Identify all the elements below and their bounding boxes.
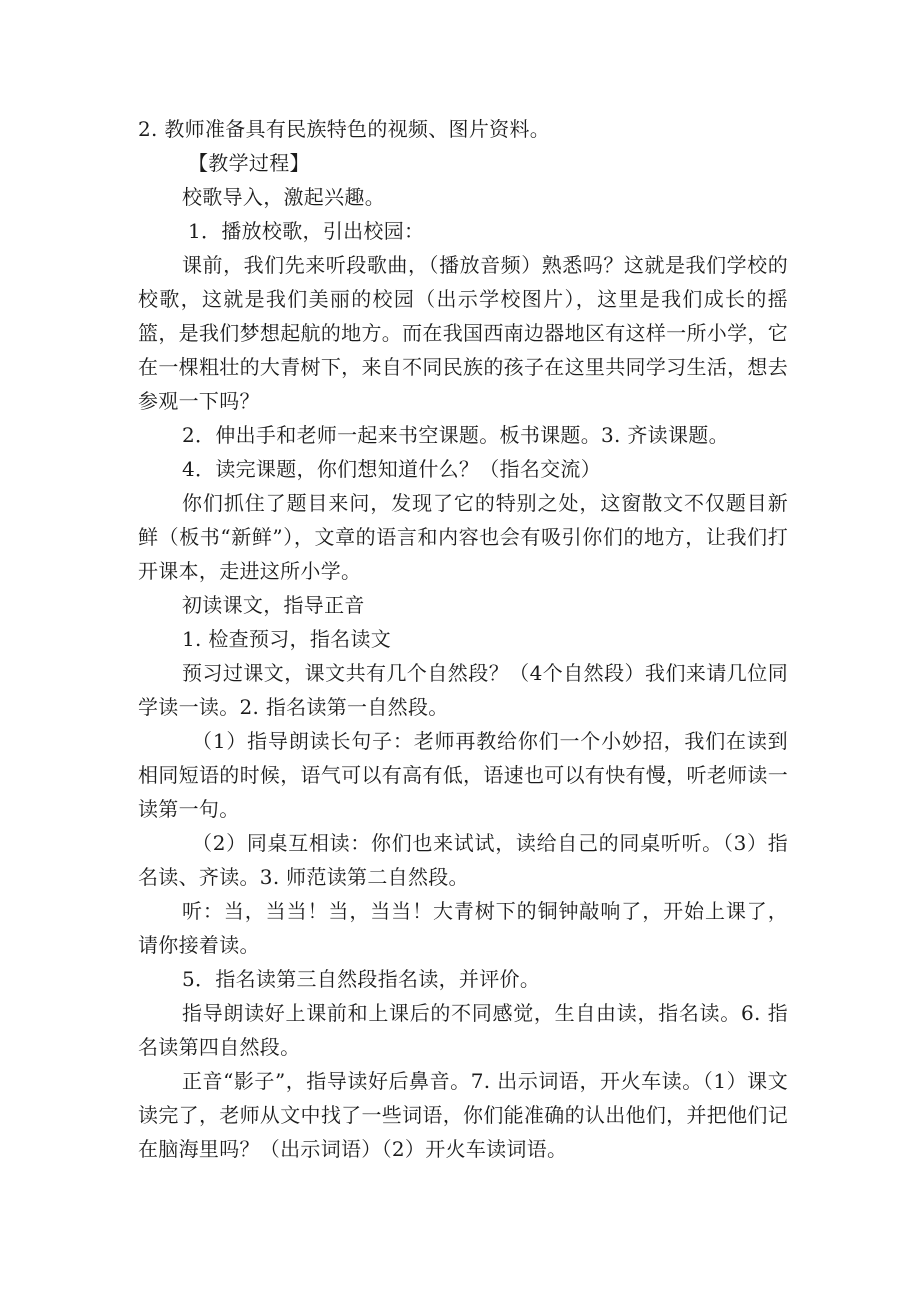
paragraph-bell-reading: 听：当，当当！当，当当！大青树下的铜钟敲响了，开始上课了，请你接着读。: [138, 899, 788, 957]
paragraph-intro-speech: 课前，我们先来听段歌曲，（播放音频）熟悉吗？这就是我们学校的校歌，这就是我们美丽的校园（出示学校图片），这里是我们成长的摇篮，是我们梦想起航的地方。而在我国西南边器地区有这样一所小学，它在一棵粗壮的大青树下，来自不同民族的孩子在这里共同学习生活，想去参观一下吗？: [138, 253, 788, 413]
document-body: [138, 112, 788, 1166]
subheading-first-reading: 初读课文，指导正音: [182, 593, 365, 617]
paragraph-long-sentence-guide: （1）指导朗读长句子：老师再教给你们一个小妙招，我们在读到相同短语的时候，语气可以有高有低，语速也可以有快有慢，听老师读一读第一句。: [138, 729, 788, 821]
step-5-third-paragraph: 5．指名读第三自然段指名读，并评价。: [182, 967, 541, 991]
paragraph-title-discussion: 你们抓住了题目来问，发现了它的特别之处，这窗散文不仅题目新鲜（板书“新鲜”），文章的语言和内容也会有吸引你们的地方，让我们打开课本，走进这所小学。: [138, 491, 788, 583]
step-4-after-reading-title: 4．读完课题，你们想知道什么？（指名交流）: [182, 457, 602, 481]
paragraph-pronunciation-words: 正音“影子”，指导读好后鼻音。7. 出示词语，开火车读。（1）课文读完了，老师从文中找了一些词语，你们能准确的认出他们，并把他们记在脑海里吗？（出示词语）（2）开火车读词语。: [138, 1069, 788, 1161]
subheading-song-intro: 校歌导入，激起兴趣。: [182, 185, 385, 209]
section-heading-teaching-process: 【教学过程】: [188, 151, 310, 175]
paragraph-reading-feelings: 指导朗读好上课前和上课后的不同感觉，生自由读，指名读。6. 指名读第四自然段。: [138, 1001, 788, 1059]
step-2-write-title: 2．伸出手和老师一起来书空课题。板书课题。3. 齐读课题。: [182, 423, 729, 447]
prep-item-2: 2. 教师准备具有民族特色的视频、图片资料。: [138, 117, 551, 141]
step-check-preview: 1. 检查预习，指名读文: [182, 627, 392, 651]
paragraph-partner-reading: （2）同桌互相读：你们也来试试，读给自己的同桌听听。（3）指名读、齐读。3. 师范读第二自然段。: [138, 831, 788, 889]
step-1-play-song: 1．播放校歌，引出校园：: [188, 219, 425, 243]
paragraph-preview-questions: 预习过课文，课文共有几个自然段？（4个自然段）我们来请几位同学读一读。2. 指名读第一自然段。: [138, 661, 788, 719]
